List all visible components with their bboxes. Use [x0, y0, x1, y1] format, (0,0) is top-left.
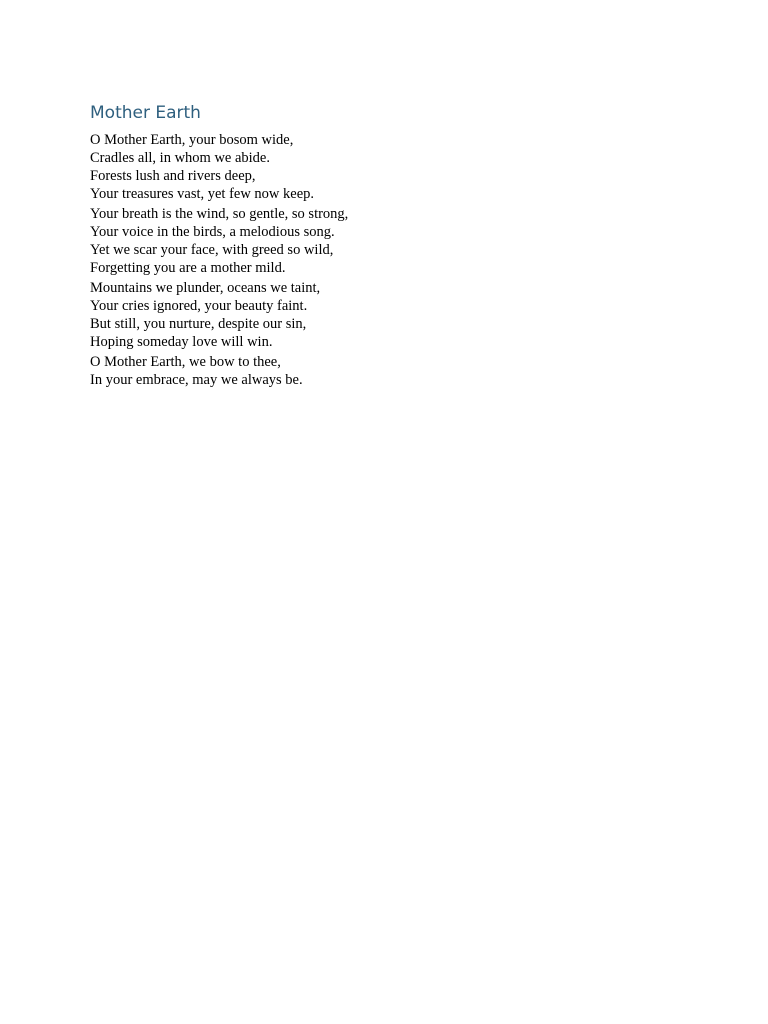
poem-line: Your cries ignored, your beauty faint.: [90, 298, 308, 314]
stanza-2: [90, 205, 690, 277]
poem-line: Your treasures vast, yet few now keep.: [90, 186, 315, 202]
stanza-4: [90, 353, 690, 389]
poem-line: Forgetting you are a mother mild.: [90, 260, 286, 276]
stanza-3: [90, 279, 690, 351]
poem-line: In your embrace, may we always be.: [90, 372, 303, 388]
poem: [90, 101, 690, 391]
poem-line: O Mother Earth, your bosom wide,: [90, 132, 294, 148]
poem-line: Your voice in the birds, a melodious song.: [90, 224, 335, 240]
poem-line: Hoping someday love will win.: [90, 334, 273, 350]
poem-line: Mountains we plunder, oceans we taint,: [90, 280, 321, 296]
poem-line: Your breath is the wind, so gentle, so strong,: [90, 206, 349, 222]
poem-line: O Mother Earth, we bow to thee,: [90, 354, 281, 370]
poem-line: But still, you nurture, despite our sin,: [90, 316, 307, 332]
poem-title: Mother Earth: [90, 103, 201, 123]
poem-line: Yet we scar your face, with greed so wild,: [90, 242, 334, 258]
stanza-1: [90, 131, 690, 203]
poem-line: Cradles all, in whom we abide.: [90, 150, 270, 166]
poem-line: Forests lush and rivers deep,: [90, 168, 256, 184]
